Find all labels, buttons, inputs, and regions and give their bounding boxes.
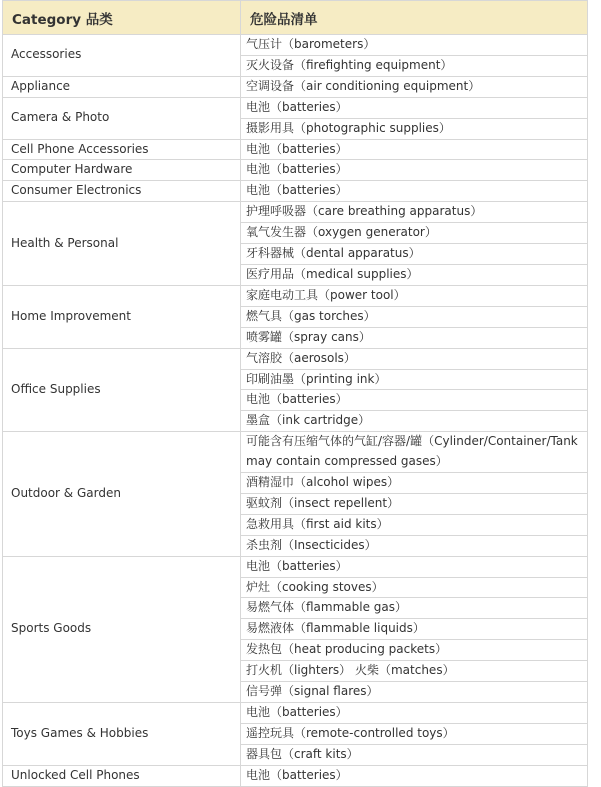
dangerous-item-cell: 气溶胶（aerosols） [241, 348, 588, 369]
table-row [3, 76, 588, 97]
dangerous-item-cell: 摄影用具（photographic supplies） [241, 118, 588, 139]
dangerous-item-cell: 印刷油墨（printing ink） [241, 369, 588, 390]
dangerous-item-cell: 器具包（craft kits） [241, 744, 588, 765]
category-cell: Computer Hardware [3, 160, 241, 181]
dangerous-item-cell: 医疗用品（medical supplies） [241, 264, 588, 285]
dangerous-goods-table [2, 0, 588, 787]
table-row [3, 181, 588, 202]
dangerous-item-cell: 电池（batteries） [241, 160, 588, 181]
dangerous-item-cell: 氧气发生器（oxygen generator） [241, 223, 588, 244]
table-row [3, 97, 588, 118]
table-row [3, 703, 588, 724]
category-cell: Consumer Electronics [3, 181, 241, 202]
table-row [3, 139, 588, 160]
dangerous-item-cell: 杀虫剂（Insecticides） [241, 535, 588, 556]
dangerous-item-cell: 发热包（heat producing packets） [241, 640, 588, 661]
category-cell: Office Supplies [3, 348, 241, 432]
dangerous-item-cell: 墨盒（ink cartridge） [241, 411, 588, 432]
dangerous-item-cell: 电池（batteries） [241, 556, 588, 577]
category-cell: Accessories [3, 35, 241, 77]
dangerous-item-cell: 灭火设备（firefighting equipment） [241, 55, 588, 76]
category-cell: Appliance [3, 76, 241, 97]
dangerous-item-cell: 电池（batteries） [241, 765, 588, 786]
dangerous-item-cell: 可能含有压缩气体的气缸/容器/罐（Cylinder/Container/Tank may contain compressed gases） [241, 432, 588, 473]
dangerous-item-cell: 电池（batteries） [241, 703, 588, 724]
table-row [3, 556, 588, 577]
category-cell: Cell Phone Accessories [3, 139, 241, 160]
table-row [3, 765, 588, 786]
dangerous-item-cell: 易燃液体（flammable liquids） [241, 619, 588, 640]
table-row [3, 202, 588, 223]
dangerous-item-cell: 空调设备（air conditioning equipment） [241, 76, 588, 97]
category-cell: Camera & Photo [3, 97, 241, 139]
dangerous-item-cell: 电池（batteries） [241, 139, 588, 160]
category-cell: Outdoor & Garden [3, 432, 241, 556]
dangerous-item-cell: 电池（batteries） [241, 390, 588, 411]
table-row [3, 35, 588, 56]
dangerous-item-cell: 易燃气体（flammable gas） [241, 598, 588, 619]
dangerous-item-cell: 喷雾罐（spray cans） [241, 327, 588, 348]
dangerous-item-cell: 酒精湿巾（alcohol wipes） [241, 473, 588, 494]
table-row [3, 285, 588, 306]
items-column-header: 危险品清单 [241, 1, 588, 35]
table-row [3, 160, 588, 181]
header-row [3, 1, 588, 35]
table-row [3, 348, 588, 369]
dangerous-item-cell: 打火机（lighters） 火柴（matches） [241, 661, 588, 682]
dangerous-item-cell: 气压计（barometers） [241, 35, 588, 56]
dangerous-item-cell: 电池（batteries） [241, 181, 588, 202]
category-column-header: Category 品类 [3, 1, 241, 35]
dangerous-item-cell: 信号弹（signal flares） [241, 682, 588, 703]
dangerous-item-cell: 电池（batteries） [241, 97, 588, 118]
category-cell: Health & Personal [3, 202, 241, 286]
category-cell: Unlocked Cell Phones [3, 765, 241, 786]
dangerous-item-cell: 牙科器械（dental apparatus） [241, 244, 588, 265]
category-cell: Toys Games & Hobbies [3, 703, 241, 766]
dangerous-item-cell: 遥控玩具（remote-controlled toys） [241, 723, 588, 744]
dangerous-item-cell: 燃气具（gas torches） [241, 306, 588, 327]
dangerous-item-cell: 家庭电动工具（power tool） [241, 285, 588, 306]
dangerous-item-cell: 急救用具（first aid kits） [241, 514, 588, 535]
dangerous-item-cell: 驱蚊剂（insect repellent） [241, 493, 588, 514]
category-cell: Sports Goods [3, 556, 241, 702]
dangerous-item-cell: 炉灶（cooking stoves） [241, 577, 588, 598]
dangerous-item-cell: 护理呼吸器（care breathing apparatus） [241, 202, 588, 223]
table-row [3, 432, 588, 473]
category-cell: Home Improvement [3, 285, 241, 348]
table-body [3, 35, 588, 787]
